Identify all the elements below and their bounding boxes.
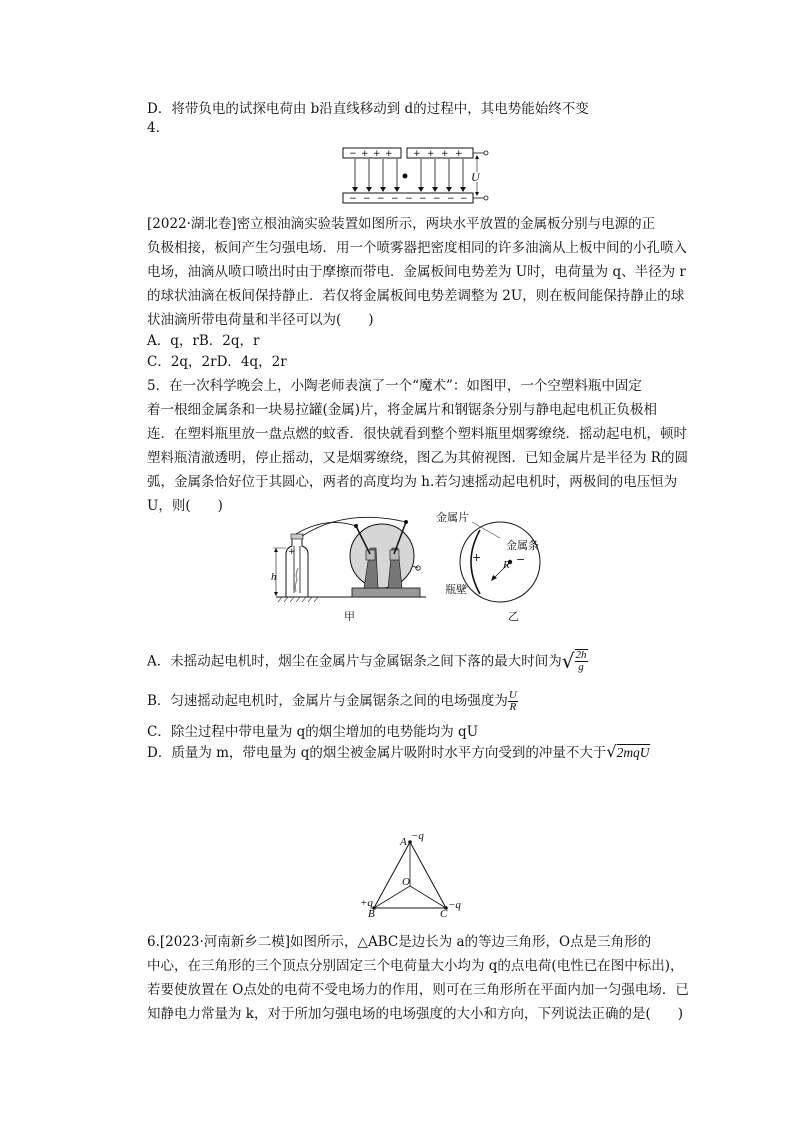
q5-height-label: h xyxy=(271,571,277,583)
svg-text:+: + xyxy=(385,149,393,159)
q5-option-d-text: D．质量为 m，带电量为 q的烟尘被金属片吸附时水平方向受到的冲量不大于 xyxy=(147,745,607,761)
q5-option-b xyxy=(147,690,518,713)
q6-label-o: O xyxy=(402,876,410,888)
q5-stem-line-2: 着一根细金属条和一块易拉罐(金属)片，将金属片和钢锯条分别与静电起电机正负极相 xyxy=(147,402,658,418)
svg-text:+: + xyxy=(413,149,421,159)
q4-option-ab: A．q，rB．2q，r xyxy=(147,333,260,349)
q5-stem-line-3: 连．在塑料瓶里放一盘点燃的蚊香．很快就看到整个塑料瓶里烟雾缭绕．摇动起电机，顿时 xyxy=(147,426,687,442)
q5-figure-jia xyxy=(266,508,444,608)
q6-stem-line-2: 中心，在三角形的三个顶点分别固定三个电荷量大小均为 q的点电荷(电性已在图中标出)， xyxy=(147,958,684,974)
svg-text:+: + xyxy=(441,149,449,159)
q6-stem-line-4: 知静电力常量为 k，对于所加匀强电场的电场强度的大小和方向，下列说法正确的是( ) xyxy=(147,1006,684,1022)
q5-stem-line-6: U，则( ) xyxy=(147,498,223,514)
svg-text:+: + xyxy=(455,149,463,159)
q5-option-a-num: 2h xyxy=(575,649,587,661)
q4-option-cd: C．2q，2rD．4q，2r xyxy=(147,354,287,370)
q6-label-b: B xyxy=(368,908,375,920)
q5-label-metal-strip: 金属条 xyxy=(506,539,539,552)
q4-stem-line-3: 电场，油滴从喷口喷出时由于摩擦而带电．金属板间电势差为 U时，电荷量为 q、半径为 r xyxy=(147,264,686,280)
q6-stem-line-1: 6.[2023·河南新乡二模]如图所示，△ABC是边长为 a的等边三角形，O点是三角形的 xyxy=(147,934,652,950)
q5-label-metal-sheet: 金属片 xyxy=(436,511,469,524)
svg-text:−: − xyxy=(447,194,455,204)
q6-charge-c: −q xyxy=(448,899,461,911)
svg-text:+: + xyxy=(373,149,381,159)
q5-option-a-den: g xyxy=(578,661,584,673)
q5-option-a xyxy=(147,650,588,674)
svg-text:−: − xyxy=(419,194,427,204)
q6-charge-a: −q xyxy=(411,830,424,842)
q6-label-a: A xyxy=(400,836,407,848)
svg-text:−: − xyxy=(349,194,357,204)
svg-text:+: + xyxy=(361,149,369,159)
q4-number: 4. xyxy=(147,120,160,136)
q5-option-c: C．除尘过程中带电量为 q的烟尘增加的电势能均为 qU xyxy=(147,724,479,740)
q4-stem-line-2: 负极相接，板间产生匀强电场．用一个喷雾器把密度相同的许多油滴从上板中间的小孔喷入 xyxy=(147,240,687,256)
svg-text:−: − xyxy=(391,194,399,204)
q4-stem-line-1: [2022·湖北卷]密立根油滴实验装置如图所示，两块水平放置的金属板分别与电源的正 xyxy=(147,216,656,232)
q5-label-r: R xyxy=(503,559,510,571)
svg-text:+: + xyxy=(427,149,435,159)
svg-text:−: − xyxy=(363,194,371,204)
q6-label-c: C xyxy=(440,908,448,920)
q5-option-b-num: U xyxy=(508,689,517,701)
q5-option-a-text: A．未摇动起电机时，烟尘在金属片与金属锯条之间下落的最大时间为 xyxy=(147,653,562,670)
q5-stem-line-4: 塑料瓶清澈透明，停止摇动，又是烟雾缭绕，图乙为其俯视图．已知金属片是半径为 R的圆 xyxy=(147,450,688,466)
q5-label-minus: − xyxy=(516,553,526,566)
svg-text:−: − xyxy=(405,194,413,204)
q4-field-lines xyxy=(355,159,463,191)
q5-option-b-den: R xyxy=(509,701,517,713)
q5-option-b-text: B．匀速摇动起电机时，金属片与金属锯条之间的电场强度为 xyxy=(147,693,508,709)
q5-option-a-sqrt: √ $\frac{2h}{g}$ xyxy=(561,649,587,673)
q5-bottle-plus: + xyxy=(288,547,296,557)
q5-stem-line-1: 5．在一次科学晚会上，小陶老师表演了一个“魔术”：如图甲，一个空塑料瓶中固定 xyxy=(147,378,642,394)
q3-option-d: D．将带负电的试探电荷由 b沿直线移动到 d的过程中，其电势能始终不变 xyxy=(147,101,589,117)
svg-text:−: − xyxy=(377,194,385,204)
q6-charge-b: +q xyxy=(360,897,373,909)
q4-top-plate-charges xyxy=(349,149,463,159)
q5-label-bottle-wall: 瓶壁 xyxy=(445,583,467,596)
q5-label-jia: 甲 xyxy=(344,610,355,623)
q5-option-d-radicand: 2mqU xyxy=(616,745,650,760)
q4-voltage-label: U xyxy=(471,170,480,184)
svg-text:−: − xyxy=(433,194,441,204)
q5-label-yi: 乙 xyxy=(508,610,519,623)
svg-text:−: − xyxy=(460,194,468,204)
q4-stem-line-5: 状油滴所带电荷量和半径可以为( ) xyxy=(147,312,374,328)
q5-option-d: D．质量为 m，带电量为 q的烟尘被金属片吸附时水平方向受到的冲量不大于√2mqU xyxy=(147,742,650,761)
q4-oil-drop xyxy=(403,174,408,179)
q6-stem-line-3: 若要使放置在 O点处的电荷不受电场力的作用，则可在三角形所在平面内加一匀强电场．已 xyxy=(147,982,689,998)
q5-label-plus: + xyxy=(472,551,482,564)
q5-stem-line-5: 弧，金属条恰好位于其圆心，两者的高度均为 h.若匀速摇动起电机时，两极间的电压恒为 xyxy=(147,474,678,490)
q4-stem-line-4: 的球状油滴在板间保持静止．若仅将金属板间电势差调整为 2U，则在板间能保持静止的球 xyxy=(147,288,685,304)
svg-text:−: − xyxy=(349,149,357,159)
